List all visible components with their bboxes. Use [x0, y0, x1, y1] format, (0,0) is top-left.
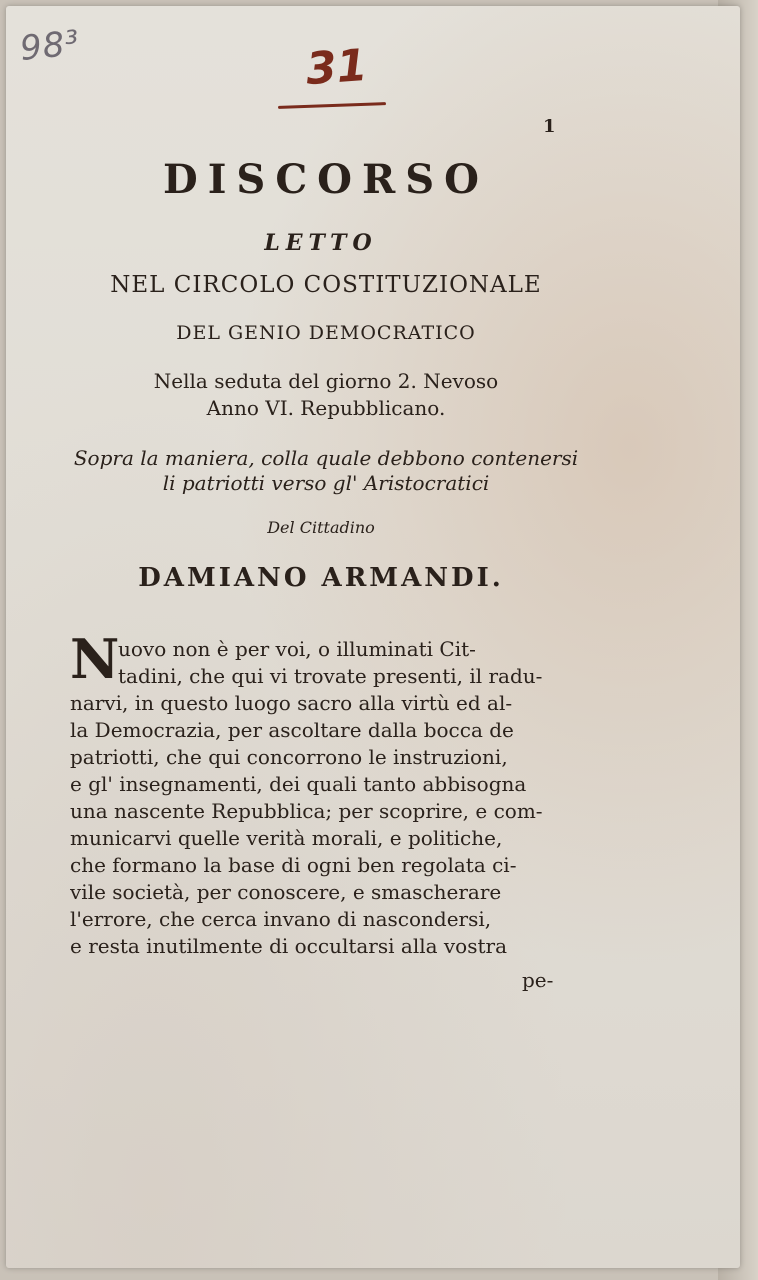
shelfmark-annotation: 98³	[18, 22, 82, 70]
session-date-line: Nella seduta del giorno 2. Nevoso	[153, 369, 499, 393]
session-date	[6, 368, 646, 422]
topic	[6, 446, 646, 496]
page-number: 1	[543, 116, 556, 137]
body-line: che formano la base di ogni ben regolata ci-	[70, 853, 517, 877]
catchword: pe-	[522, 968, 554, 992]
body-line: patriotti, che qui concorrono le instruzioni,	[70, 745, 508, 769]
subtitle-letto: LETTO	[264, 230, 378, 256]
body-line: vile società, per conoscere, e smascherare	[70, 880, 502, 904]
document-page	[6, 6, 740, 1268]
body-text	[70, 636, 590, 960]
topic-line: li patriotti verso gl' Aristocratici	[162, 471, 490, 495]
del-cittadino: Del Cittadino	[267, 518, 375, 537]
title: DISCORSO	[163, 156, 489, 203]
drop-cap: N	[70, 627, 120, 691]
body-line: e resta inutilmente di occultarsi alla vostra	[70, 934, 508, 958]
body-line: una nascente Repubblica; per scoprire, e com-	[70, 799, 543, 823]
author-name: DAMIANO ARMANDI.	[138, 563, 504, 593]
body-line: uovo non è per voi, o illuminati Cit-	[118, 637, 476, 661]
body-line: l'errore, che cerca invano di nascondersi,	[70, 907, 492, 931]
pencil-underline	[278, 102, 386, 109]
body-line: municarvi quelle verità morali, e politiche,	[70, 826, 503, 850]
body-line: tadini, che qui vi trovate presenti, il radu-	[118, 664, 543, 688]
genio-heading: DEL GENIO DEMOCRATICO	[176, 322, 476, 344]
body-line: la Democrazia, per ascoltare dalla bocca de	[70, 718, 514, 742]
body-line: narvi, in questo luogo sacro alla virtù ed al-	[70, 691, 513, 715]
pencil-number-annotation: 31	[304, 39, 369, 96]
topic-line: Sopra la maniera, colla quale debbono contenersi	[73, 446, 579, 470]
body-line: e gl' insegnamenti, dei quali tanto abbisogna	[70, 772, 527, 796]
session-date-line: Anno VI. Repubblicano.	[206, 396, 446, 420]
circolo-heading: NEL CIRCOLO COSTITUZIONALE	[110, 272, 542, 298]
